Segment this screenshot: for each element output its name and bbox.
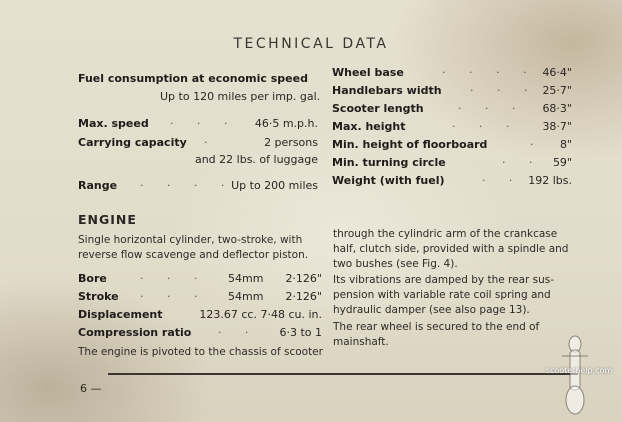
dot-leader: · · [218,326,259,339]
body-text-line: hydraulic damper (see also page 13). [333,304,530,316]
dot-leader: · · · [458,102,526,115]
spec-label: Wheel base [332,66,404,79]
engine-pivot-text: The engine is pivoted to the chassis of scooter [78,346,323,358]
stroke-inches: 2·126" [285,290,322,303]
displacement-label: Displacement [78,308,163,321]
dot-leader: · · · [170,117,238,130]
spec-label: Weight (with fuel) [332,174,445,187]
stroke-mm: 54mm [228,290,264,303]
engine-intro-line-1: Single horizontal cylinder, two-stroke, with [78,234,303,246]
bore-inches: 2·126" [285,272,322,285]
spec-value: 59" [552,156,572,169]
range-label: Range [78,179,118,192]
body-text-line: Its vibrations are damped by the rear sus- [333,274,555,286]
dot-leader: · · · [452,120,520,133]
spec-row-handlebars-width [332,84,572,98]
stroke-row [78,290,322,304]
body-text-line: mainshaft. [333,336,389,348]
body-text-line: through the cylindric arm of the crankcase [333,228,558,240]
dot-leader: · [530,138,544,151]
spec-value: 25·7" [542,84,572,97]
scooter-logo-icon [540,330,610,420]
dot-leader: · · · [140,272,208,285]
carrying-capacity-label: Carrying capacity [78,136,187,149]
spec-value: 192 lbs. [528,174,572,187]
body-text-line: pension with variable rate coil spring and [333,289,551,301]
max-speed-label: Max. speed [78,117,149,130]
carrying-capacity-row [78,136,318,150]
engine-heading: ENGINE [78,212,137,227]
bore-mm: 54mm [228,272,264,285]
dot-leader: · · [482,174,523,187]
body-text-line: two bushes (see Fig. 4). [333,258,458,270]
body-text-line: The rear wheel is secured to the end of [333,321,540,333]
page-number: 6 — [80,382,102,395]
spec-row-wheel-base [332,66,572,80]
max-speed-row [78,117,318,131]
spec-value: 46·4" [542,66,572,79]
dot-leader: · [204,136,218,149]
spec-value: 68·3" [542,102,572,115]
footer-rule [108,373,578,375]
spec-row-min-turning-circle [332,156,572,170]
spec-row-weight [332,174,572,188]
displacement-value: 123.67 cc. 7·48 cu. in. [199,308,322,321]
page-title: TECHNICAL DATA [233,36,389,52]
bore-label: Bore [78,272,107,285]
spec-value: 8" [559,138,572,151]
dot-leader: · · · · [140,179,235,192]
engine-intro-line-2: reverse flow scavenge and deflector piston. [78,249,309,261]
compression-value: 6·3 to 1 [279,326,322,339]
spec-row-scooter-length [332,102,572,116]
stroke-label: Stroke [78,290,119,303]
compression-label: Compression ratio [78,326,192,339]
spec-label: Min. turning circle [332,156,446,169]
body-text-line: half, clutch side, provided with a spindle and [333,243,569,255]
dot-leader: · · · · [442,66,537,79]
carrying-capacity-value-2: and 22 lbs. of luggage [194,153,318,166]
spec-row-min-floorboard [332,138,572,152]
fuel-consumption-value: Up to 120 miles per imp. gal. [160,90,321,103]
spec-label: Min. height of floorboard [332,138,488,151]
dot-leader: · · · [470,84,538,97]
dot-leader: · · · [140,290,208,303]
spec-label: Handlebars width [332,84,442,97]
dot-leader: · · [502,156,543,169]
carrying-capacity-value-1: 2 persons [264,136,318,149]
bore-row [78,272,322,286]
range-value: Up to 200 miles [231,179,318,192]
spec-label: Max. height [332,120,406,133]
spec-value: 38·7" [542,120,572,133]
watermark-text: scooterhelp.com [545,366,613,375]
range-row [78,179,318,193]
spec-row-max-height [332,120,572,134]
compression-row [78,326,322,340]
fuel-consumption-label: Fuel consumption at economic speed [78,72,308,85]
displacement-row [78,308,322,322]
spec-label: Scooter length [332,102,424,115]
max-speed-value: 46·5 m.p.h. [254,117,318,130]
